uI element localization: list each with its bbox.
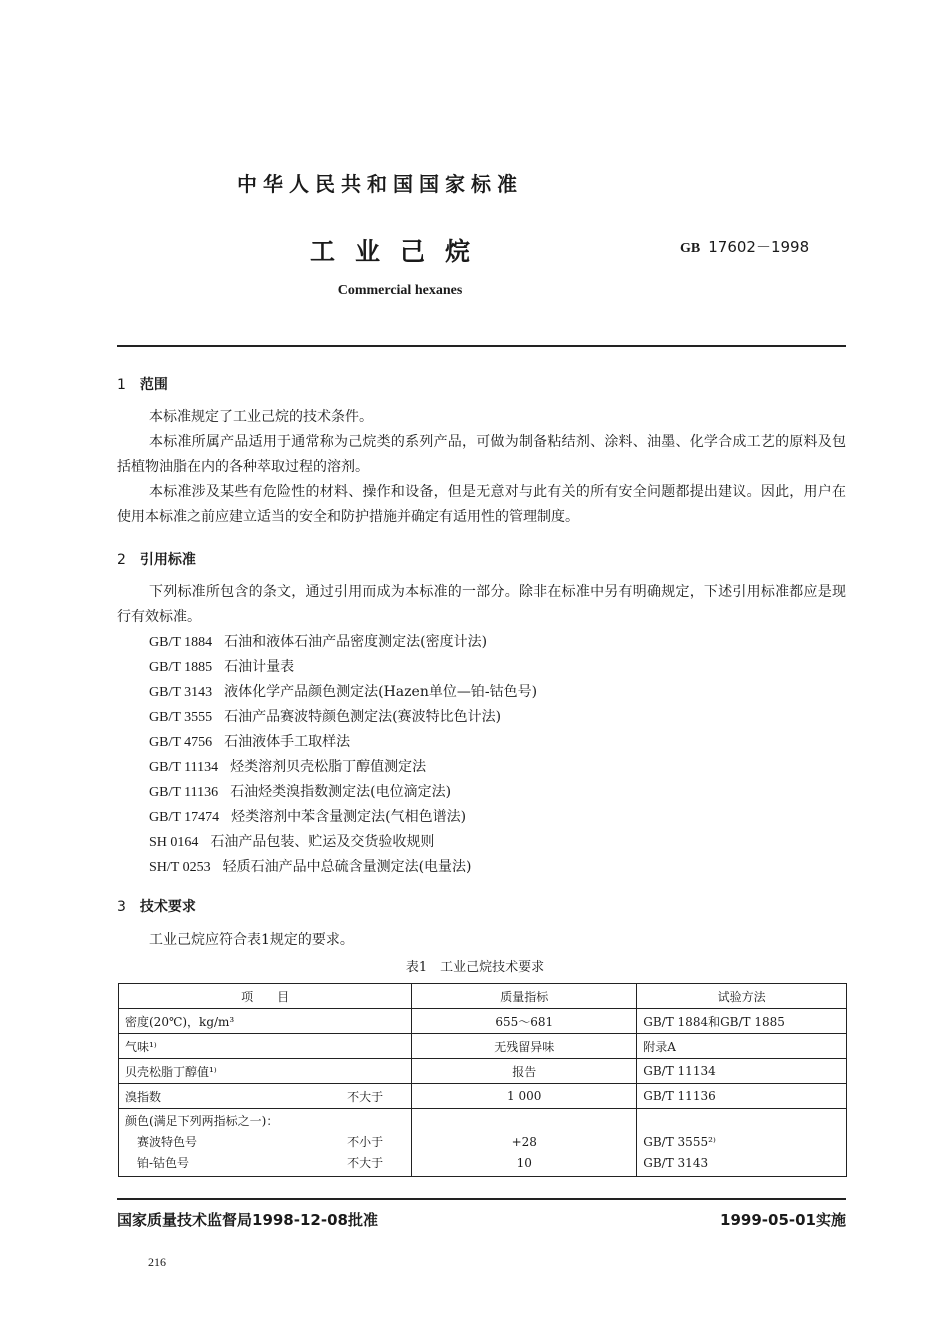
table-header-item: 项 目 — [119, 984, 412, 1009]
table-cell-value — [412, 1109, 637, 1177]
table-cell-method: GB/T 11136 — [637, 1084, 847, 1109]
reference-name: 石油和液体石油产品密度测定法(密度计法) — [224, 634, 488, 650]
standard-code-prefix: GB — [680, 241, 701, 256]
item-limit: 不大于 — [347, 1156, 384, 1170]
reference-code: GB/T 3555 — [149, 710, 213, 725]
color-method: GB/T 3143 — [643, 1156, 709, 1170]
section-title: 范围 — [139, 377, 168, 393]
table-cell-value: 报告 — [412, 1059, 637, 1084]
scope-paragraph: 本标准所属产品适用于通常称为己烷类的系列产品，可做为制备粘结剂、涂料、油墨、化学合成工艺的原料及包括植物油脂在内的各种萃取过程的溶剂。 — [117, 434, 846, 475]
section-number: 2 — [117, 552, 126, 568]
table-cell-method — [637, 1109, 847, 1177]
reference-list — [149, 630, 537, 880]
table-cell-value: 无残留异味 — [412, 1034, 637, 1059]
table-cell-method: 附录A — [637, 1034, 847, 1059]
reference-code: GB/T 3143 — [149, 685, 213, 700]
item-label: 气味¹⁾ — [125, 1039, 157, 1054]
color-subitem — [125, 1153, 405, 1174]
reference-item — [149, 755, 537, 780]
reference-name: 石油产品赛波特颜色测定法(赛波特比色计法) — [224, 709, 502, 725]
section-number: 3 — [117, 899, 126, 915]
table-cell-item — [119, 1034, 412, 1059]
table-header-method: 试验方法 — [637, 984, 847, 1009]
reference-code: GB/T 1885 — [149, 660, 213, 675]
table-cell-value: 655～681 — [412, 1009, 637, 1034]
reference-item — [149, 830, 537, 855]
section-title: 技术要求 — [139, 899, 196, 915]
table-cell-item — [119, 1084, 412, 1109]
approval-note: 国家质量技术监督局1998-12-08批准 — [117, 1211, 378, 1229]
reference-name: 石油烃类溴指数测定法(电位滴定法) — [230, 784, 452, 800]
standard-title: 工业己烷 — [309, 237, 490, 266]
standard-code-number: 17602－1998 — [708, 238, 810, 256]
table-cell-item — [119, 1109, 412, 1177]
item-limit: 不小于 — [347, 1135, 384, 1149]
table-cell-item — [119, 1009, 412, 1034]
header-divider — [117, 345, 846, 347]
item-limit: 不大于 — [347, 1089, 384, 1104]
table-cell-method: GB/T 1884和GB/T 1885 — [637, 1009, 847, 1034]
reference-name: 石油计量表 — [224, 659, 295, 675]
item-label: 铂-钴色号 — [137, 1156, 190, 1170]
reference-code: GB/T 1884 — [149, 635, 213, 650]
english-title: Commercial hexanes — [337, 283, 463, 298]
item-label: 贝壳松脂丁醇值¹⁾ — [125, 1064, 217, 1079]
color-group-label: 颜色(满足下列两指标之一)： — [125, 1114, 279, 1128]
requirements-table — [118, 983, 847, 1177]
table-cell-value: 1 000 — [412, 1084, 637, 1109]
reference-code: SH 0164 — [149, 835, 199, 850]
item-label: 密度(20℃)，kg/m³ — [125, 1014, 235, 1029]
section-scope-heading — [117, 374, 168, 394]
section-number: 1 — [117, 377, 126, 393]
scope-paragraph: 本标准规定了工业己烷的技术条件。 — [149, 409, 373, 425]
reference-name: 石油液体手工取样法 — [224, 734, 351, 750]
table-row-color-group — [119, 1109, 847, 1177]
section-references-heading — [117, 549, 196, 569]
page-number: 216 — [148, 1255, 166, 1269]
section-technical-heading — [117, 896, 196, 916]
reference-name: 烃类溶剂中苯含量测定法(气相色谱法) — [231, 809, 467, 825]
reference-name: 石油产品包装、贮运及交货验收规则 — [210, 834, 435, 850]
color-subitem — [125, 1132, 405, 1153]
table-row — [119, 1084, 847, 1109]
reference-item — [149, 805, 537, 830]
item-label: 溴指数 — [125, 1089, 162, 1104]
national-standard-title: 中华人民共和国国家标准 — [237, 172, 523, 196]
reference-item — [149, 655, 537, 680]
technical-intro: 工业己烷应符合表1规定的要求。 — [149, 932, 354, 948]
color-value: +28 — [511, 1135, 537, 1149]
effective-date: 1999-05-01实施 — [720, 1211, 846, 1229]
reference-code: SH/T 0253 — [149, 860, 211, 875]
reference-name: 烃类溶剂贝壳松脂丁醇值测定法 — [230, 759, 427, 775]
scope-paragraph: 本标准涉及某些有危险性的材料、操作和设备，但是无意对与此有关的所有安全问题都提出建议。因此，用户在使用本标准之前应建立适当的安全和防护措施并确定有适用性的管理制度。 — [117, 484, 846, 525]
color-method: GB/T 3555²⁾ — [643, 1135, 716, 1149]
reference-name: 液体化学产品颜色测定法(Hazen单位—铂-钴色号) — [224, 684, 538, 700]
reference-name: 轻质石油产品中总硫含量测定法(电量法) — [222, 859, 472, 875]
color-value: 10 — [516, 1156, 532, 1170]
reference-item — [149, 680, 537, 705]
reference-item — [149, 730, 537, 755]
reference-item — [149, 630, 537, 655]
reference-code: GB/T 4756 — [149, 735, 213, 750]
table-header-value: 质量指标 — [412, 984, 637, 1009]
table-cell-item — [119, 1059, 412, 1084]
item-label: 赛波特色号 — [137, 1135, 198, 1149]
standard-code — [680, 236, 809, 257]
reference-code: GB/T 17474 — [149, 810, 220, 825]
table-header-row — [119, 984, 847, 1009]
table-cell-method: GB/T 11134 — [637, 1059, 847, 1084]
reference-item — [149, 705, 537, 730]
table-row — [119, 1034, 847, 1059]
table-caption: 表1 工业己烷技术要求 — [405, 960, 545, 975]
reference-item — [149, 855, 537, 880]
reference-code: GB/T 11134 — [149, 760, 219, 775]
table-row — [119, 1059, 847, 1084]
table-row — [119, 1009, 847, 1034]
reference-item — [149, 780, 537, 805]
footer-divider — [117, 1198, 846, 1200]
section-title: 引用标准 — [139, 552, 196, 568]
reference-code: GB/T 11136 — [149, 785, 219, 800]
references-intro: 下列标准所包含的条文，通过引用而成为本标准的一部分。除非在标准中另有明确规定，下述引用标准都应是现行有效标准。 — [117, 584, 846, 625]
